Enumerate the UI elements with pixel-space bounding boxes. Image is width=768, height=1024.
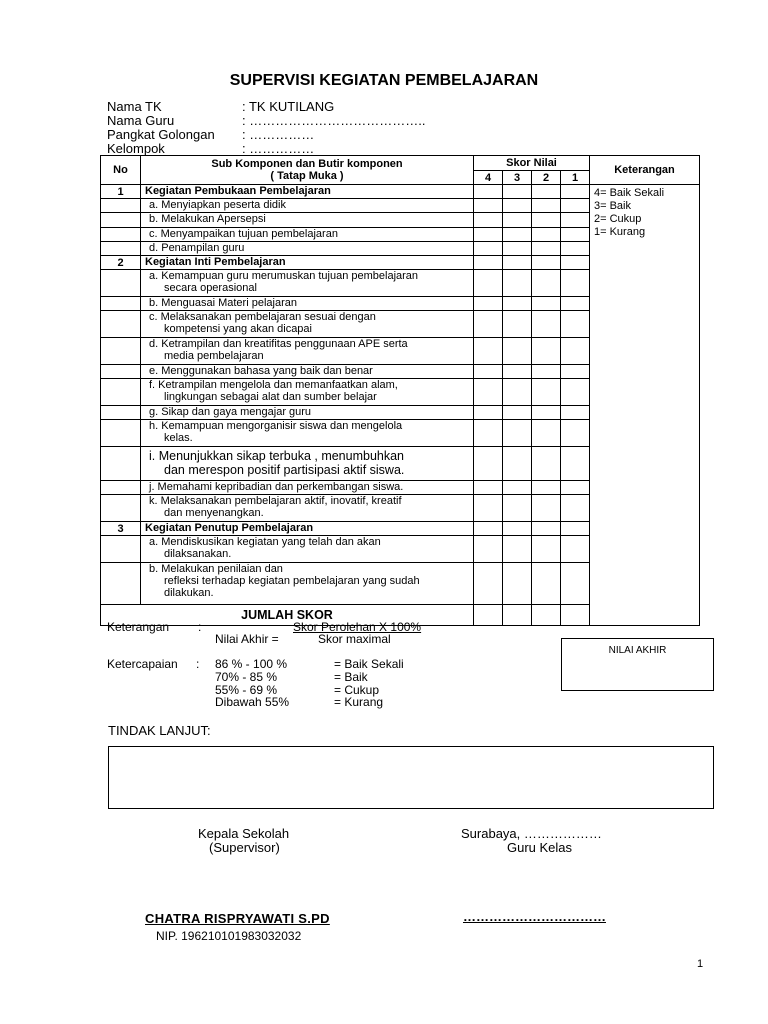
formula-denominator: Skor maximal: [318, 632, 391, 646]
score-cell[interactable]: [503, 338, 532, 365]
info-label-pangkat: Pangkat Golongan: [107, 127, 215, 142]
table-row: j. Memahami kepribadian dan perkembangan siswa.: [141, 481, 474, 495]
ketercapaian-range: 70% - 85 %: [215, 670, 278, 684]
score-cell[interactable]: [561, 563, 590, 605]
score-cell[interactable]: [532, 297, 561, 311]
supervisor-label: (Supervisor): [209, 840, 280, 855]
score-cell[interactable]: [532, 311, 561, 338]
score-cell[interactable]: [474, 447, 503, 481]
kepala-sekolah-label: Kepala Sekolah: [198, 826, 290, 841]
score-cell[interactable]: [561, 481, 590, 495]
empty-no-cell: [101, 536, 141, 563]
tindak-lanjut-box[interactable]: [108, 746, 714, 809]
signer-name: CHATRA RISPRYAWATI S.PD: [145, 911, 330, 926]
score-cell[interactable]: [532, 447, 561, 481]
section-no: 2: [101, 256, 141, 270]
score-cell[interactable]: [532, 228, 561, 242]
score-cell[interactable]: [532, 256, 561, 270]
score-cell[interactable]: [561, 495, 590, 522]
score-cell[interactable]: [474, 481, 503, 495]
score-cell[interactable]: [474, 406, 503, 420]
score-cell[interactable]: [474, 495, 503, 522]
score-cell[interactable]: [532, 420, 561, 447]
page-number: 1: [697, 958, 704, 970]
table-row: e. Menggunakan bahasa yang baik dan benar: [141, 365, 474, 379]
table-row: a. Kemampuan guru merumuskan tujuan pembelajaran secara operasional: [141, 270, 474, 297]
empty-no-cell: [101, 563, 141, 605]
table-row: f. Ketrampilan mengelola dan memanfaatkan alam, lingkungan sebagai alat dan sumber belajar: [141, 379, 474, 406]
score-total-cell[interactable]: [503, 605, 532, 626]
info-value-kelompok: : ……………: [242, 141, 315, 156]
score-cell[interactable]: [561, 297, 590, 311]
formula-numerator: Skor Perolehan X 100%: [293, 620, 422, 634]
empty-no-cell: [101, 242, 141, 256]
empty-no-cell: [101, 420, 141, 447]
jumlah-skor-label: JUMLAH SKOR: [101, 605, 474, 626]
score-cell[interactable]: [532, 242, 561, 256]
score-cell[interactable]: [561, 185, 590, 199]
score-header-4: 4: [474, 171, 503, 185]
score-cell[interactable]: [474, 270, 503, 297]
score-cell[interactable]: [561, 447, 590, 481]
col-header-sub-line1: Sub Komponen dan Butir komponen: [211, 158, 403, 170]
score-cell[interactable]: [561, 379, 590, 406]
score-cell[interactable]: [474, 311, 503, 338]
col-header-no: No: [101, 156, 141, 185]
score-cell[interactable]: [503, 297, 532, 311]
score-cell[interactable]: [561, 420, 590, 447]
col-header-sub-line2: ( Tatap Muka ): [270, 170, 344, 182]
empty-no-cell: [101, 338, 141, 365]
ket-item: 1= Kurang: [594, 226, 646, 238]
score-cell[interactable]: [561, 365, 590, 379]
ket-item: 2= Cukup: [594, 213, 642, 225]
info-value-guru: : …………………………………..: [242, 113, 426, 128]
score-cell[interactable]: [532, 379, 561, 406]
score-cell[interactable]: [561, 242, 590, 256]
keterangan-colon: :: [198, 620, 202, 634]
table-row: d. Penampilan guru: [141, 242, 474, 256]
table-row: a. Mendiskusikan kegiatan yang telah dan akan dilaksanakan.: [141, 536, 474, 563]
score-cell[interactable]: [561, 522, 590, 536]
ketercapaian-range: Dibawah 55%: [215, 695, 290, 709]
ketercapaian-result: = Cukup: [334, 683, 380, 697]
score-cell[interactable]: [561, 199, 590, 213]
score-cell[interactable]: [474, 379, 503, 406]
score-total-cell[interactable]: [532, 605, 561, 626]
empty-no-cell: [101, 481, 141, 495]
score-cell[interactable]: [561, 338, 590, 365]
score-total-cell[interactable]: [561, 605, 590, 626]
score-cell[interactable]: [503, 536, 532, 563]
score-cell[interactable]: [474, 522, 503, 536]
score-cell[interactable]: [503, 185, 532, 199]
score-header-3: 3: [503, 171, 532, 185]
score-cell[interactable]: [474, 536, 503, 563]
score-header-1: 1: [561, 171, 590, 185]
ket-item: 4= Baik Sekali: [594, 187, 665, 199]
score-cell[interactable]: [561, 213, 590, 228]
empty-no-cell: [101, 365, 141, 379]
info-value-pangkat: : ……………: [242, 127, 315, 142]
empty-no-cell: [101, 311, 141, 338]
col-header-skor: Skor Nilai: [474, 156, 590, 171]
score-cell[interactable]: [474, 242, 503, 256]
empty-no-cell: [101, 406, 141, 420]
nilai-akhir-label: Nilai Akhir =: [215, 632, 279, 646]
info-label-kelompok: Kelompok: [107, 141, 165, 156]
score-cell[interactable]: [503, 495, 532, 522]
table-row: k. Melaksanakan pembelajaran aktif, inovatif, kreatif dan menyenangkan.: [141, 495, 474, 522]
ketercapaian-colon: :: [196, 657, 200, 671]
score-cell[interactable]: [474, 365, 503, 379]
score-cell[interactable]: [503, 563, 532, 605]
score-cell[interactable]: [532, 481, 561, 495]
tindak-lanjut-label: TINDAK LANJUT:: [108, 723, 211, 738]
section-no: 3: [101, 522, 141, 536]
score-cell[interactable]: [532, 522, 561, 536]
keterangan-cell: [590, 185, 700, 626]
score-cell[interactable]: [503, 270, 532, 297]
score-cell[interactable]: [474, 297, 503, 311]
ketercapaian-result: = Baik: [334, 670, 368, 684]
table-row: b. Melakukan penilaian dan refleksi terhadap kegiatan pembelajaran yang sudah dilakukan.: [141, 563, 474, 605]
ketercapaian-range: 86 % - 100 %: [215, 657, 288, 671]
score-cell[interactable]: [503, 481, 532, 495]
nilai-akhir-box[interactable]: [561, 638, 714, 691]
empty-no-cell: [101, 495, 141, 522]
score-cell[interactable]: [532, 185, 561, 199]
score-cell[interactable]: [503, 379, 532, 406]
city-date: Surabaya, ………………: [461, 826, 602, 841]
score-cell[interactable]: [503, 420, 532, 447]
score-cell[interactable]: [503, 447, 532, 481]
score-cell[interactable]: [532, 270, 561, 297]
score-cell[interactable]: [503, 365, 532, 379]
score-cell[interactable]: [474, 213, 503, 228]
table-row: a. Menyiapkan peserta didik: [141, 199, 474, 213]
table-row: g. Sikap dan gaya mengajar guru: [141, 406, 474, 420]
info-value-tk: : TK KUTILANG: [242, 99, 335, 114]
score-cell[interactable]: [532, 199, 561, 213]
score-cell[interactable]: [561, 536, 590, 563]
section-title: Kegiatan Penutup Pembelajaran: [141, 522, 474, 536]
table-row: b. Melakukan Apersepsi: [141, 213, 474, 228]
section-title: Kegiatan Pembukaan Pembelajaran: [141, 185, 474, 199]
info-label-guru: Nama Guru: [107, 113, 175, 128]
score-cell[interactable]: [503, 406, 532, 420]
score-cell[interactable]: [561, 406, 590, 420]
score-cell[interactable]: [532, 365, 561, 379]
score-cell[interactable]: [474, 185, 503, 199]
score-cell[interactable]: [474, 256, 503, 270]
info-label-tk: Nama TK: [107, 99, 162, 114]
section-no: 1: [101, 185, 141, 199]
supervision-table: [100, 155, 700, 626]
score-cell[interactable]: [474, 199, 503, 213]
table-row: d. Ketrampilan dan kreatifitas penggunaan APE serta media pembelajaran: [141, 338, 474, 365]
score-cell[interactable]: [503, 311, 532, 338]
table-row: h. Kemampuan mengorganisir siswa dan mengelola kelas.: [141, 420, 474, 447]
keterangan-label: Keterangan: [107, 620, 170, 634]
score-cell[interactable]: [561, 228, 590, 242]
score-cell[interactable]: [532, 338, 561, 365]
score-total-cell[interactable]: [474, 605, 503, 626]
table-row: c. Menyampaikan tujuan pembelajaran: [141, 228, 474, 242]
ketercapaian-label: Ketercapaian: [107, 657, 178, 671]
guru-signature-line: ……………………………: [463, 909, 606, 924]
table-row: i. Menunjukkan sikap terbuka , menumbuhkan dan merespon positif partisipasi aktif siswa.: [141, 447, 474, 481]
table-row: b. Menguasai Materi pelajaran: [141, 297, 474, 311]
empty-no-cell: [101, 447, 141, 481]
ketercapaian-result: = Baik Sekali: [334, 657, 404, 671]
empty-no-cell: [101, 297, 141, 311]
identity-block: [107, 100, 507, 156]
score-cell[interactable]: [503, 199, 532, 213]
score-cell[interactable]: [474, 563, 503, 605]
score-cell[interactable]: [532, 406, 561, 420]
section-title: Kegiatan Inti Pembelajaran: [141, 256, 474, 270]
score-cell[interactable]: [532, 563, 561, 605]
empty-no-cell: [101, 379, 141, 406]
score-cell[interactable]: [503, 242, 532, 256]
ketercapaian-result: = Kurang: [334, 695, 384, 709]
score-cell[interactable]: [474, 228, 503, 242]
empty-no-cell: [101, 213, 141, 228]
score-cell[interactable]: [561, 311, 590, 338]
nilai-akhir-box-label: NILAI AKHIR: [608, 645, 667, 656]
score-cell[interactable]: [503, 228, 532, 242]
empty-no-cell: [101, 228, 141, 242]
ketercapaian-range: 55% - 69 %: [215, 683, 278, 697]
score-cell[interactable]: [532, 536, 561, 563]
col-header-sub: [141, 156, 474, 185]
score-cell[interactable]: [561, 270, 590, 297]
ket-item: 3= Baik: [594, 200, 631, 212]
empty-no-cell: [101, 270, 141, 297]
table-row: c. Melaksanakan pembelajaran sesuai dengan kompetensi yang akan dicapai: [141, 311, 474, 338]
signer-nip: NIP. 196210101983032032: [156, 929, 302, 943]
score-header-2: 2: [532, 171, 561, 185]
empty-no-cell: [101, 199, 141, 213]
score-cell[interactable]: [474, 338, 503, 365]
score-cell[interactable]: [561, 256, 590, 270]
score-cell[interactable]: [503, 256, 532, 270]
guru-kelas-label: Guru Kelas: [507, 840, 573, 855]
score-cell[interactable]: [474, 420, 503, 447]
score-cell[interactable]: [503, 213, 532, 228]
page-title: SUPERVISI KEGIATAN PEMBELAJARAN: [229, 72, 539, 89]
score-cell[interactable]: [503, 522, 532, 536]
score-cell[interactable]: [532, 213, 561, 228]
score-cell[interactable]: [532, 495, 561, 522]
col-header-keterangan: Keterangan: [590, 156, 700, 185]
